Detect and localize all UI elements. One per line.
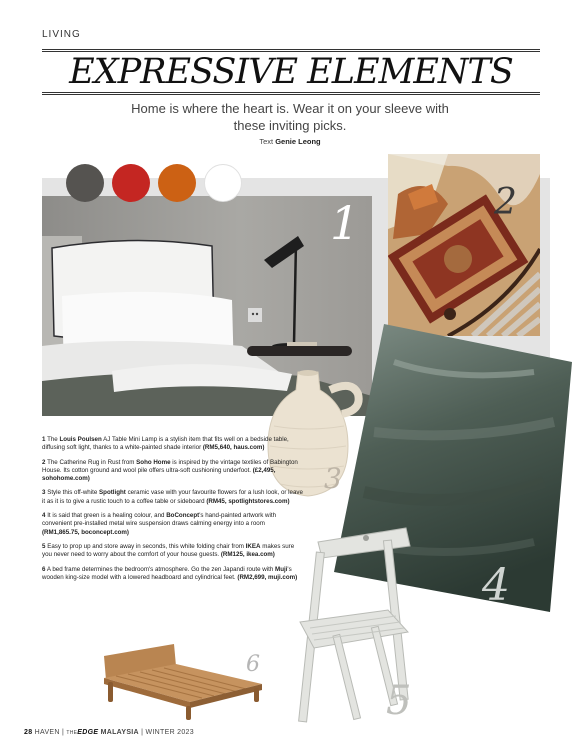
item-number-6: 6: [246, 652, 260, 677]
rug-stairs-illustration: [388, 154, 540, 336]
caption-6-pre: A bed frame determines the bedroom's atmosphere. Go the zen Japandi route with: [46, 565, 274, 573]
credit: [0, 137, 580, 146]
caption-3-brand: Spotlight: [99, 489, 126, 497]
caption-2-pre: The Catherine Rug in Rust from: [47, 458, 135, 466]
caption-6-price: (RM2,699, muji.com): [237, 573, 298, 581]
rug-stairs-photo: [388, 154, 540, 336]
caption-4-brand: BoConcept: [166, 512, 200, 520]
caption-3-price: (RM45, spotlightstores.com): [206, 497, 290, 505]
caption-3: [42, 489, 304, 506]
caption-6-body: 's wooden king-size model with a lowered headboard and cylindrical feet.: [42, 565, 292, 581]
caption-1-body: AJ Table Mini Lamp is a stylish item that fits well on a bedside table, diffusing soft light, thanks to a white-painted shade interior: [42, 436, 289, 452]
bed-frame-illustration: [94, 638, 268, 722]
title-rule-top: [42, 49, 540, 50]
caption-5-number: 5: [42, 542, 46, 550]
page-number: 28: [24, 729, 33, 736]
caption-4-price: (RM1,865.75, boconcept.com): [42, 528, 129, 536]
caption-2-price: (£2,495, sohohome.com): [42, 466, 276, 483]
caption-3-body: ceramic vase with your favourite flowers for a lush look, or leave it as it is to give a rustic touch to a coffee table or sideboard: [42, 489, 303, 505]
caption-5-price: (RM125, ikea.com): [220, 551, 275, 559]
caption-6: [42, 566, 304, 583]
captions: [42, 436, 304, 588]
credit-author: Genie Leong: [275, 137, 321, 146]
item-number-3: 3: [324, 462, 342, 495]
section-label: LIVING: [42, 29, 81, 40]
swatch-red: [112, 164, 150, 202]
caption-5-body: makes sure you never need to worry about the comfort of your house guests.: [42, 542, 295, 559]
caption-1-brand: Louis Poulsen: [59, 436, 102, 443]
subtitle-line-2: these inviting picks.: [233, 118, 347, 133]
caption-2-number: 2: [42, 458, 46, 466]
subtitle-line-1: Home is where the heart is. Wear it on your sleeve with: [131, 101, 449, 116]
item-number-4: 4: [482, 560, 510, 611]
swatch-white: [204, 164, 242, 202]
caption-3-number: 3: [42, 489, 46, 497]
caption-1-number: 1: [42, 436, 46, 443]
title-rule-bottom-2: [42, 94, 540, 95]
item-number-5: 5: [386, 678, 412, 724]
caption-6-brand: Muji: [275, 565, 288, 573]
subtitle: [60, 100, 520, 134]
caption-2: [42, 459, 304, 484]
edge-the: THE: [66, 730, 78, 736]
caption-2-brand: Soho Home: [136, 458, 171, 466]
item-number-2: 2: [494, 182, 517, 223]
caption-3-pre: Style this off-white: [47, 489, 98, 497]
caption-4: [42, 512, 304, 537]
swatch-charcoal: [66, 164, 104, 202]
swatch-orange-wood: [158, 164, 196, 202]
caption-1-price: (RM5,640, haus.com): [202, 444, 265, 452]
magazine-name: HAVEN: [34, 729, 60, 736]
footer-separator-1: |: [62, 729, 65, 736]
edge-logo: EDGE: [77, 729, 99, 736]
caption-4-pre: It is said that green is a healing colour, and: [47, 512, 165, 520]
caption-4-body: 's hand-painted artwork with convenient pre-installed metal wire suspension draws calming energy into a room: [42, 512, 277, 528]
credit-label: Text: [259, 137, 274, 146]
page-title: EXPRESSIVE ELEMENTS: [69, 52, 513, 92]
folding-chair-photo: [284, 522, 420, 732]
bed-frame-photo: [94, 638, 268, 722]
caption-6-number: 6: [42, 565, 46, 573]
footer-separator-2: |: [141, 729, 144, 736]
title-rule-bottom: [42, 92, 540, 93]
caption-2-body: is inspired by the vintage textiles of Babington House. Its cotton ground and wool pile offers ultra-soft cushioning underfoot.: [42, 458, 298, 474]
caption-4-number: 4: [42, 512, 46, 520]
page-footer: [24, 729, 194, 736]
item-number-1: 1: [330, 196, 360, 250]
caption-5-pre: Easy to prop up and store away in seconds, this white folding chair from: [47, 542, 244, 550]
edge-country: MALAYSIA: [100, 729, 139, 736]
caption-5: [42, 543, 304, 560]
caption-1: [42, 436, 304, 453]
caption-5-brand: IKEA: [245, 542, 261, 550]
caption-1-pre: The: [47, 436, 58, 443]
issue-label: WINTER 2023: [145, 729, 194, 736]
